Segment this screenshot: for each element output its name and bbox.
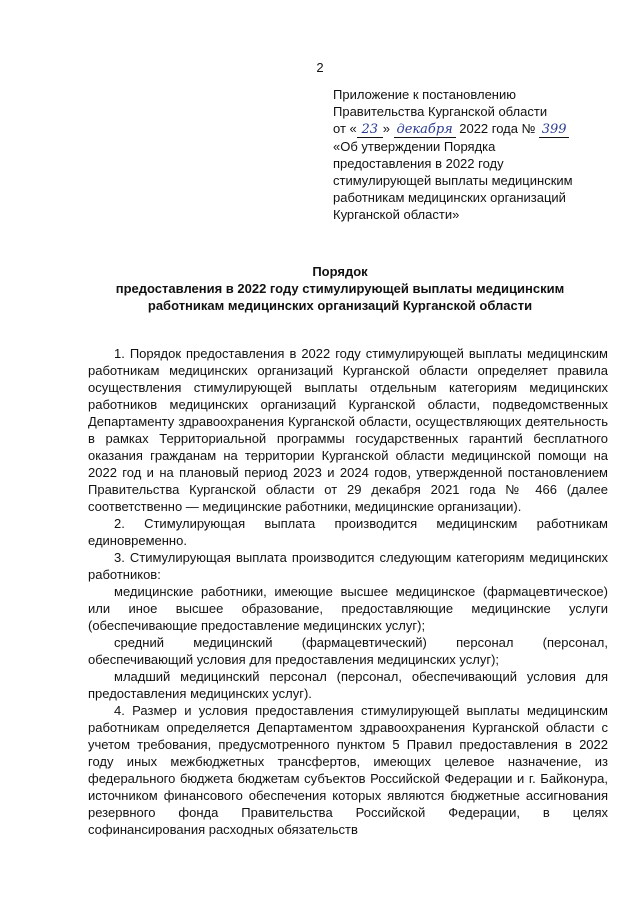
paragraph-2: 2. Стимулирующая выплата производится медицинским работникам единовременно.	[88, 516, 608, 548]
date-mid: »	[382, 121, 390, 136]
page-number: 2	[316, 60, 324, 75]
appendix-line-5: предоставления в 2022 году	[333, 156, 504, 171]
paragraph-3-item-2: средний медицинский (фармацевтический) персонал (персонал, обеспечивающий условия для предоставления медицинских услуг);	[88, 635, 608, 667]
title-line-3: работникам медицинских организаций Курганской области	[147, 298, 533, 313]
handwritten-month: декабря	[394, 123, 456, 138]
handwritten-doc-number: 399	[539, 123, 569, 138]
paragraph-3-item-3: младший медицинский персонал (персонал, обеспечивающий условия для предоставления медицинских услуг).	[88, 669, 608, 701]
appendix-line-6: стимулирующей выплаты медицинским	[333, 173, 573, 188]
appendix-header	[333, 86, 623, 223]
document-title	[80, 263, 600, 314]
handwritten-day: 23	[357, 123, 383, 138]
paragraph-3-item-1: медицинские работники, имеющие высшее медицинское (фармацевтическое) или иное высшее образование, предоставляющие медицинские услуги (обеспечивающие предоставление медицинских услуг);	[88, 584, 608, 633]
date-year: 2022 года №	[459, 121, 536, 136]
paragraph-4: 4. Размер и условия предоставления стимулирующей выплаты медицинским работникам определяется Департаментом здравоохранения Курганской области с учетом требования, предусмотренного пунктом 5 Правил предоставления в 2022 году иных межбюджетных трансфертов, имеющих целевое назначение, из федерального бюджета бюджетам субъектов Российской Федерации и г. Байконура, источником финансового обеспечения которых являются бюджетные ассигнования резервного фонда Правительства Российской Федерации, в целях софинансирования расходных обязательств	[88, 703, 608, 837]
date-prefix: от «	[333, 121, 357, 136]
paragraph-3: 3. Стимулирующая выплата производится следующим категориям медицинских работников:	[88, 550, 608, 582]
document-body	[88, 345, 608, 838]
appendix-line-7: работникам медицинских организаций	[333, 190, 566, 205]
paragraph-1: 1. Порядок предоставления в 2022 году стимулирующей выплаты медицинским работникам медицинских организаций Курганской области определяет правила осуществления стимулирующей выплаты отдельным категориям медицинских работников медицинских организаций Курганской области, подведомственных Департаменту здравоохранения Курганской области, осуществляющих деятельность в рамках Территориальной программы государственных гарантий бесплатного оказания гражданам на территории Курганской области медицинской помощи на 2022 год и на плановый период 2023 и 2024 годов, утвержденной постановлением Правительства Курганской области от 29 декабря 2021 года № 466 (далее соответственно — медицинские работники, медицинские организации).	[88, 346, 608, 514]
appendix-line-4: «Об утверждении Порядка	[333, 139, 496, 154]
appendix-line-8: Курганской области»	[333, 207, 460, 222]
title-line-1: Порядок	[312, 264, 368, 279]
title-line-2: предоставления в 2022 году стимулирующей выплаты медицинским	[115, 281, 565, 296]
appendix-date-line	[333, 120, 623, 138]
appendix-line-2: Правительства Курганской области	[333, 104, 548, 119]
appendix-line-1: Приложение к постановлению	[333, 87, 516, 102]
